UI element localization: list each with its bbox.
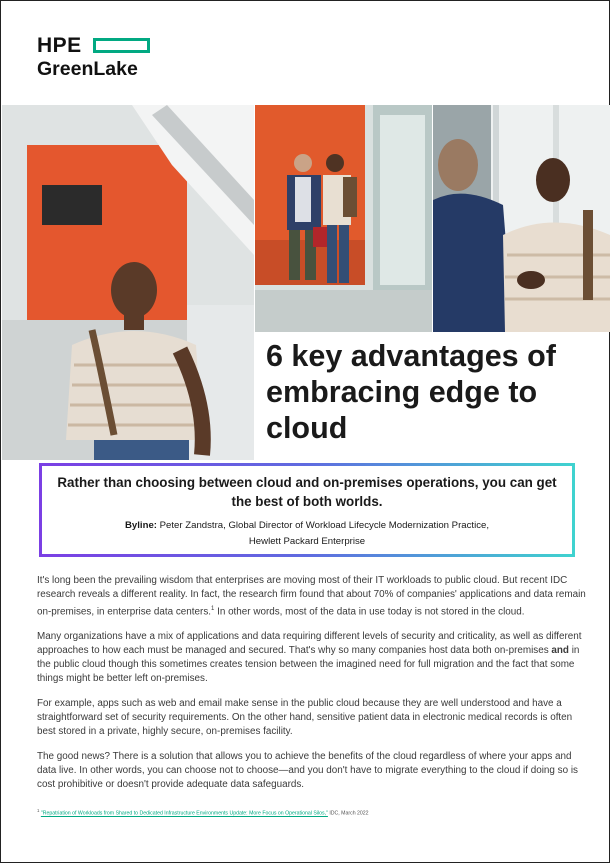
paragraph-3: For example, apps such as web and email make sense in the public cloud because they are well understood and have a straightforward set of security requirements. On the other hand, sensitive patient data in electronic medical records is often best stored in a private, highly secure, on-premises facility.: [37, 698, 573, 738]
byline-organization: Hewlett Packard Enterprise: [248, 536, 366, 547]
paragraph-1: [37, 574, 592, 619]
article-body: [37, 574, 592, 803]
footnote-ref[interactable]: 1: [211, 606, 215, 612]
title-line-2: embracing edge to: [266, 375, 538, 409]
paragraph-1-text-a: It's long been the prevailing wisdom that enterprises are moving most of their IT workloads to public cloud. But recent IDC research reveals a different reality. In fact, the research firm found that about 70% of companies' applications and data remain on-premises, in enterprise data centers.: [37, 575, 586, 618]
byline-label: Byline:: [124, 520, 157, 531]
logo-greenlake-text: GreenLake: [37, 58, 138, 80]
paragraph-2-text-a: Many organizations have a mix of applications and data requiring different levels of security and criticality, as well as different approaches to how each must be managed and secured. That's why so many companies host data both on-premises: [37, 631, 582, 657]
title-line-3: cloud: [266, 411, 348, 445]
logo-hpe-text: HPE: [37, 34, 82, 57]
byline: [52, 518, 562, 550]
logo-green-rectangle-icon: [93, 38, 150, 53]
paragraph-1-text-b: In other words, most of the data in use today is not stored in the cloud.: [214, 606, 525, 618]
byline-author: Peter Zandstra, Global Director of Workload Lifecycle Modernization Practice,: [159, 520, 490, 531]
page-title: [266, 338, 596, 446]
footnote: [37, 808, 369, 817]
paragraph-2-bold: and: [551, 645, 569, 657]
photo-close-up-conversation: [433, 105, 610, 332]
title-line-1: 6 key advantages of: [266, 339, 556, 373]
photo-two-colleagues-talking: [255, 105, 432, 332]
intro-callout-box: [39, 463, 575, 557]
paragraph-4: The good news? There is a solution that allows you to achieve the benefits of the cloud regardless of where your apps and data live. In other words, you can choose not to choose—and you don't have to migrate everything to the cloud if doing so is cost prohibitive or doesn't provide adequate data safeguards.: [37, 751, 578, 791]
paragraph-2: [37, 630, 592, 686]
paragraph-2-text-b: in the public cloud though this sometimes creates tension between the imagined need for full migration and the fact that some things might be better left on-premises.: [37, 645, 580, 685]
footnote-link[interactable]: "Repatriation of Workloads from Shared to Dedicated Infrastructure Environments Update: More Focus on Operational Silos,": [40, 810, 328, 817]
hero-photo-man-walking: [2, 105, 254, 460]
footnote-source: IDC, March 2022: [327, 810, 369, 817]
hpe-greenlake-logo: [37, 36, 138, 80]
footnote-number: 1: [37, 808, 40, 813]
callout-headline: Rather than choosing between cloud and on-premises operations, you can get the best of both worlds.: [57, 475, 557, 509]
